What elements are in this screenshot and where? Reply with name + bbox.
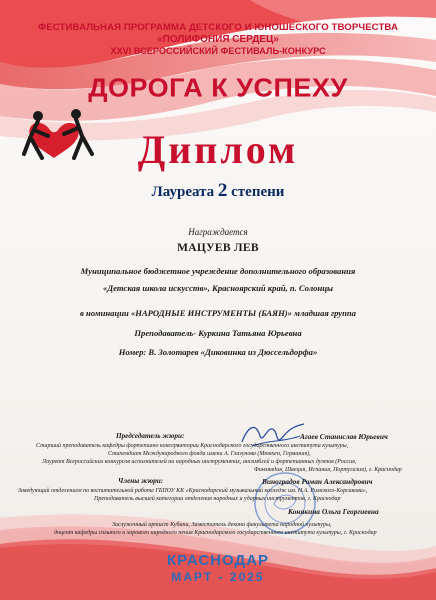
jury-chair-role: Председатель жюри:	[116, 432, 185, 440]
road-to-success-title: ДОРОГА К УСПЕХУ	[88, 73, 348, 103]
jury-chair-name: Агаев Станислав Юрьевич	[300, 432, 388, 441]
nomination-line: в номинации «НАРОДНЫЕ ИНСТРУМЕНТЫ (БАЯН)» младшая группа	[80, 308, 356, 318]
jury-member-1-desc-2: Преподаватель высшей категории отделения народных и ударных инструментов, г. Краснодар	[94, 496, 341, 502]
header-line-program: ФЕСТИВАЛЬНАЯ ПРОГРАММА ДЕТСКОГО И ЮНОШЕСКОГО ТВОРЧЕСТВА	[37, 22, 399, 33]
jury-chair-desc-2: Стипендиат Международного фонда имени А. Глазунова (Мюнхен, Германия),	[108, 451, 311, 457]
laureate-suffix: степени	[231, 184, 285, 200]
festival-header	[0, 22, 436, 56]
school-location-line: «Детская школа искусств», Красноярский край, п. Солонцы	[102, 283, 333, 293]
jury-member-2-desc-1: Заслуженный артист Кубани, Заместитель декана факультета народной культуры,	[112, 522, 332, 528]
header-line-contest: XXVI ВСЕРОССИЙСКИЙ ФЕСТИВАЛЬ-КОНКУРС	[110, 46, 326, 56]
jury-members-role: Члены жюри:	[118, 477, 164, 485]
diploma-title: Диплом	[137, 127, 299, 172]
footer-city: КРАСНОДАР	[167, 552, 269, 569]
jury-member-1-desc-1: Заведующий отделением по воспитательной работе ГБПОУ КК «Краснодарский музыкальный колледж им. Н.А. Римского-Корсакова»,	[18, 488, 368, 494]
jury-chair-block	[0, 428, 436, 476]
jury-chair-desc-4: Финляндия, Швеция, Испания, Португалия), г. Краснодар	[254, 467, 402, 473]
teacher-line: Преподаватель- Куркина Татьяна Юрьевна	[134, 328, 302, 338]
jury-member-2-name: Конякина Ольга Георгиевна	[288, 507, 379, 516]
awardee-name: МАЦУЕВ ЛЕВ	[177, 242, 259, 254]
institution-line: Муниципальное бюджетное учреждение дополнительного образования	[80, 266, 356, 276]
laureate-prefix: Лауреата	[151, 184, 215, 200]
laureate-degree	[0, 180, 436, 202]
laureate-degree-number: 2	[217, 180, 228, 201]
jury-chair-desc-1: Старший преподаватель кафедры фортепиано консерватории Краснодарского государственного института культуры,	[36, 443, 349, 449]
footer-date: МАРТ - 2025	[171, 570, 265, 584]
performance-piece-line: Номер: В. Золотарев «Диковинка из Дюссельдорфа»	[118, 347, 318, 357]
jury-chair-desc-3: Лауреат Всероссийских конкурсов исполнителей на народных инструментах, ансамблей и фортепианных дуэтов (Россия,	[42, 459, 357, 465]
header-line-festival-name: «ПОЛИФОНИЯ СЕРДЕЦ»	[157, 34, 279, 45]
awarded-label: Награждается	[188, 227, 248, 237]
jury-member-2-desc-2: доцент кафедры сольного и хорового народного пения Краснодарского государственного института культуры, г. Краснодар	[54, 530, 377, 536]
jury-member-2-block	[0, 508, 436, 548]
jury-member-1-name: Виноградов Роман Александрович	[262, 477, 373, 486]
